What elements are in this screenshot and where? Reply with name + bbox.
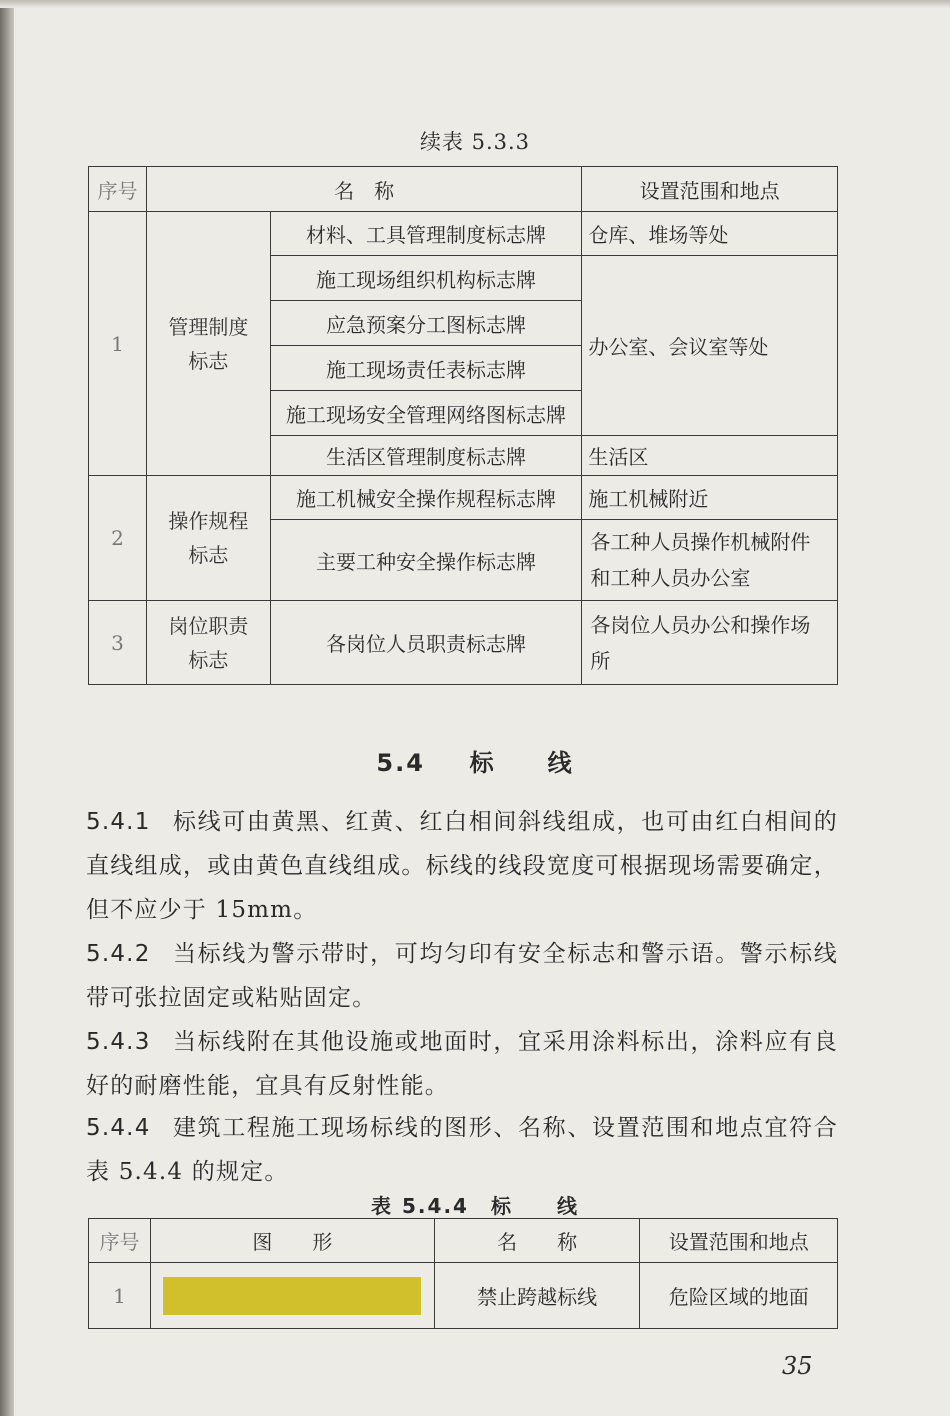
header-shape: 图 形 [150,1219,434,1263]
clause-number: 5.4.2 [86,941,151,967]
table-5-4-4 [88,1218,838,1329]
row-name: 主要工种安全操作标志牌 [270,520,582,601]
table-row [89,212,838,256]
paragraph-5-4-3 [86,1020,838,1108]
clause-number: 5.4.1 [86,809,151,835]
header-scope: 设置范围和地点 [640,1219,838,1263]
section-heading [0,743,950,778]
header-name: 名 称 [146,167,581,212]
row-number: 1 [89,1263,151,1329]
table-header-row [89,167,838,212]
row-scope: 各岗位人员办公和操作场所 [582,601,838,685]
table-row [89,476,838,520]
group-category [146,212,270,476]
table1-caption: 续表 5.3.3 [419,130,531,154]
header-no: 序号 [89,1219,151,1263]
row-scope: 危险区域的地面 [640,1263,838,1329]
yellow-line-swatch [163,1277,421,1315]
paragraph-5-4-2 [86,932,838,1020]
row-shape [150,1263,434,1329]
table2-title: 表 5.4.4 标 线 [371,1194,579,1218]
group-number: 3 [89,601,147,685]
section-title-text: 标 线 [469,749,574,777]
row-name: 材料、工具管理制度标志牌 [270,212,582,256]
category-line: 标志 [188,543,229,567]
header-no: 序号 [89,167,147,212]
clause-number: 5.4.3 [86,1029,151,1055]
row-scope: 生活区 [582,436,838,476]
table-5-3-3 [88,166,838,685]
row-name: 施工机械安全操作规程标志牌 [270,476,582,520]
table-header-row [89,1219,838,1263]
table-row [89,601,838,685]
clause-text: 当标线为警示带时，可均匀印有安全标志和警示语。警示标线带可张拉固定或粘贴固定。 [86,941,838,1011]
page-number: 35 [782,1352,813,1380]
paragraph-5-4-4 [86,1106,838,1194]
row-name: 各岗位人员职责标志牌 [270,601,582,685]
section-number: 5.4 [376,749,425,777]
row-name: 禁止跨越标线 [434,1263,640,1329]
clause-text: 建筑工程施工现场标线的图形、名称、设置范围和地点宜符合表 5.4.4 的规定。 [86,1115,838,1185]
header-name: 名 称 [434,1219,640,1263]
group-category [146,601,270,685]
row-scope: 仓库、堆场等处 [582,212,838,256]
group-category [146,476,270,601]
row-scope: 办公室、会议室等处 [582,256,838,436]
row-name: 生活区管理制度标志牌 [270,436,582,476]
clause-text: 标线可由黄黑、红黄、红白相间斜线组成，也可由红白相间的直线组成，或由黄色直线组成。标线的线段宽度可根据现场需要确定，但不应少于 15mm。 [86,809,838,923]
clause-number: 5.4.4 [86,1115,151,1141]
table-row [89,1263,838,1329]
row-scope: 各工种人员操作机械附件和工种人员办公室 [582,520,838,601]
category-line: 管理制度 [168,314,249,339]
page-top-shadow [0,0,950,8]
category-line: 操作规程 [168,509,249,533]
row-name: 施工现场责任表标志牌 [270,346,582,391]
category-line: 岗位职责 [168,613,249,638]
row-name: 应急预案分工图标志牌 [270,301,582,346]
category-line: 标志 [188,348,229,373]
category-line: 标志 [188,647,229,672]
row-name: 施工现场组织机构标志牌 [270,256,582,301]
paragraph-5-4-1 [86,800,838,932]
row-scope: 施工机械附近 [582,476,838,520]
row-name: 施工现场安全管理网络图标志牌 [270,391,582,436]
group-number: 1 [89,212,147,476]
group-number: 2 [89,476,147,601]
header-scope: 设置范围和地点 [582,167,838,212]
clause-text: 当标线附在其他设施或地面时，宜采用涂料标出，涂料应有良好的耐磨性能，宜具有反射性能。 [86,1029,838,1099]
